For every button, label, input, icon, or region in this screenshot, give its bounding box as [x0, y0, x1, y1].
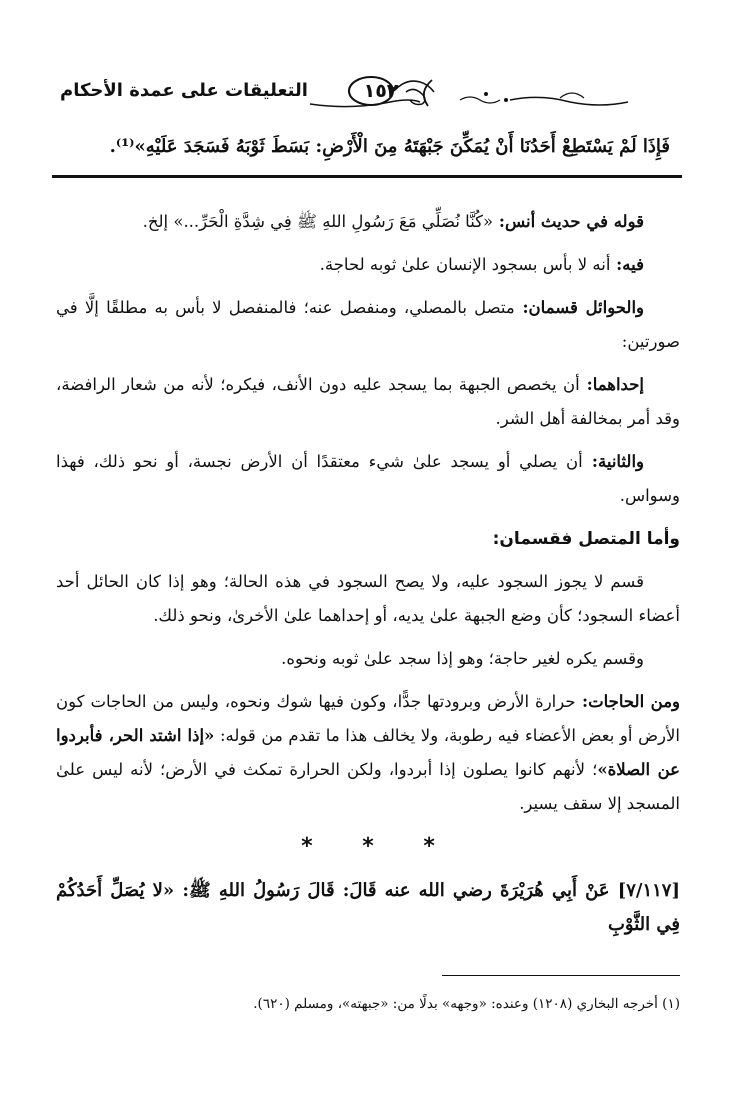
paragraph-lead: ومن الحاجات:	[575, 692, 680, 711]
paragraph: قسم لا يجوز السجود عليه، ولا يصح السجود في هذه الحالة؛ وهو إذا كان الحائل أحد أعضاء السجود؛ كأن وضع الجبهة علىٰ يديه، أو إحداهما علىٰ الأخرىٰ، ونحو ذلك.	[56, 572, 680, 625]
hadith-quote: «كُنَّا نُصَلِّي مَعَ رَسُولِ اللهِ ﷺ فِي شِدَّةِ الْحَرِّ...» إلخ.	[142, 212, 494, 231]
paragraph-lead: والحوائل قسمان:	[514, 298, 644, 317]
page-header	[60, 62, 680, 122]
paragraph-text: ؛ لأنهم كانوا يصلون إذا أبردوا، ولكن الحرارة تمكث في الأرض؛ لأنه ليس علىٰ المسجد إلا سقف يسير.	[56, 760, 680, 813]
hadith-quote: «إذا اشتد الحر، فأبردوا عن الصلاة»	[56, 726, 680, 779]
section-separator: * * *	[301, 834, 435, 859]
paragraph-text: متصل بالمصلي، ومنفصل عنه؛ فالمنفصل لا بأس به مطلقًا إلَّا في صورتين:	[56, 298, 680, 351]
paragraph-lead: قوله في حديث أنس:	[493, 212, 644, 231]
paragraph	[56, 248, 680, 282]
paragraph-lead: إحداهما:	[579, 375, 645, 394]
running-title: التعليقات على عمدة الأحكام	[60, 80, 308, 101]
footnote-divider	[442, 975, 680, 976]
footnote: (١) أخرجه البخاري (١٢٠٨) وعنده: «وجهه» بدلًا من: «جبهته»، ومسلم (٦٢٠).	[253, 996, 680, 1012]
section-heading	[56, 522, 680, 556]
paragraph-text: أن يخصص الجبهة بما يسجد عليه دون الأنف، فيكره؛ لأنه من شعار الرافضة، وقد أمر بمخالفة أهل الشر.	[56, 375, 680, 428]
paragraph	[56, 368, 680, 436]
page-number: ١٥٢	[363, 80, 399, 102]
paragraph-lead: فيه:	[610, 255, 644, 274]
paragraph	[56, 205, 680, 239]
paragraph-text: أن يصلي أو يسجد علىٰ شيء معتقدًا أن الأرض نجسة، أو نحو ذلك، فهذا وسواس.	[56, 452, 680, 505]
header-divider	[52, 175, 682, 178]
commentary-body	[56, 205, 680, 951]
hadith-text: [٧/١١٧] عَنْ أَبِي هُرَيْرَةَ رضي الله عنه قَالَ: قَالَ رَسُولُ اللهِ ﷺ: «لا يُصَلِّ أَحَدُكُمْ فِي الثَّوْبِ	[56, 880, 680, 935]
paragraph-lead: والثانية:	[582, 452, 644, 471]
hadith-continuation: فَإِذَا لَمْ يَسْتَطِعْ أَحَدُنَا أَنْ يُمَكِّنَ جَبْهَتَهُ مِنَ الْأَرْضِ: بَسَطَ ثَوْبَهُ فَسَجَدَ عَلَيْهِ»⁽¹⁾.	[109, 136, 670, 157]
paragraph	[56, 685, 680, 821]
paragraph	[56, 291, 680, 359]
paragraph-text: أنه لا بأس بسجود الإنسان علىٰ ثوبه لحاجة.	[319, 255, 611, 274]
section-heading-text: وأما المتصل فقسمان:	[492, 529, 680, 549]
paragraph: وقسم يكره لغير حاجة؛ وهو إذا سجد علىٰ ثوبه ونحوه.	[281, 649, 644, 668]
paragraph-text: حرارة الأرض وبرودتها جدًّا، وكون فيها شوك ونحوه، وليس من الحاجات كون الأرض أو بعض الأعضاء فيه رطوبة، ولا يخالف هذا ما تقدم من قوله:	[56, 692, 680, 745]
paragraph	[56, 445, 680, 513]
